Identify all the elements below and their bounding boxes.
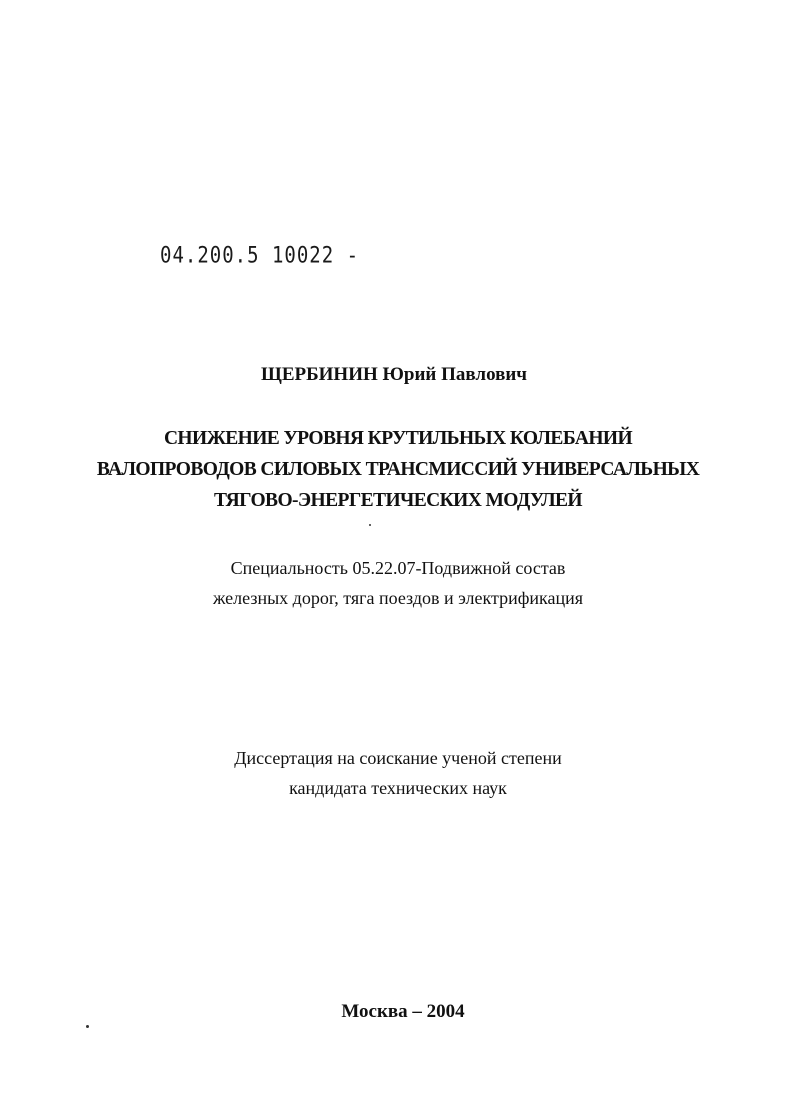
author-name-text: ЩЕРБИНИН Юрий Павлович xyxy=(260,364,528,385)
specialty-block xyxy=(0,553,796,613)
author-name xyxy=(0,364,796,386)
dissertation-title xyxy=(0,423,796,516)
scan-speck xyxy=(86,1025,89,1028)
city-year xyxy=(0,1001,796,1023)
specialty-line-2: железных дорог, тяга поездов и электрификация xyxy=(212,588,584,608)
title-line-2: ВАЛОПРОВОДОВ СИЛОВЫХ ТРАНСМИССИЙ УНИВЕРСАЛЬНЫХ xyxy=(96,459,700,480)
city-year-text: Москва – 2004 xyxy=(341,1001,465,1022)
degree-block xyxy=(0,743,796,803)
degree-line-1: Диссертация на соискание ученой степени xyxy=(234,748,562,768)
degree-line-2: кандидата технических наук xyxy=(289,778,507,798)
registration-number-stamp: 04.200.5 10022 - xyxy=(160,243,360,269)
title-line-3: ТЯГОВО-ЭНЕРГЕТИЧЕСКИХ МОДУЛЕЙ xyxy=(214,490,582,511)
scan-speck xyxy=(369,524,371,526)
specialty-line-1: Специальность 05.22.07-Подвижной состав xyxy=(230,558,566,578)
title-line-1: СНИЖЕНИЕ УРОВНЯ КРУТИЛЬНЫХ КОЛЕБАНИЙ xyxy=(163,428,633,449)
